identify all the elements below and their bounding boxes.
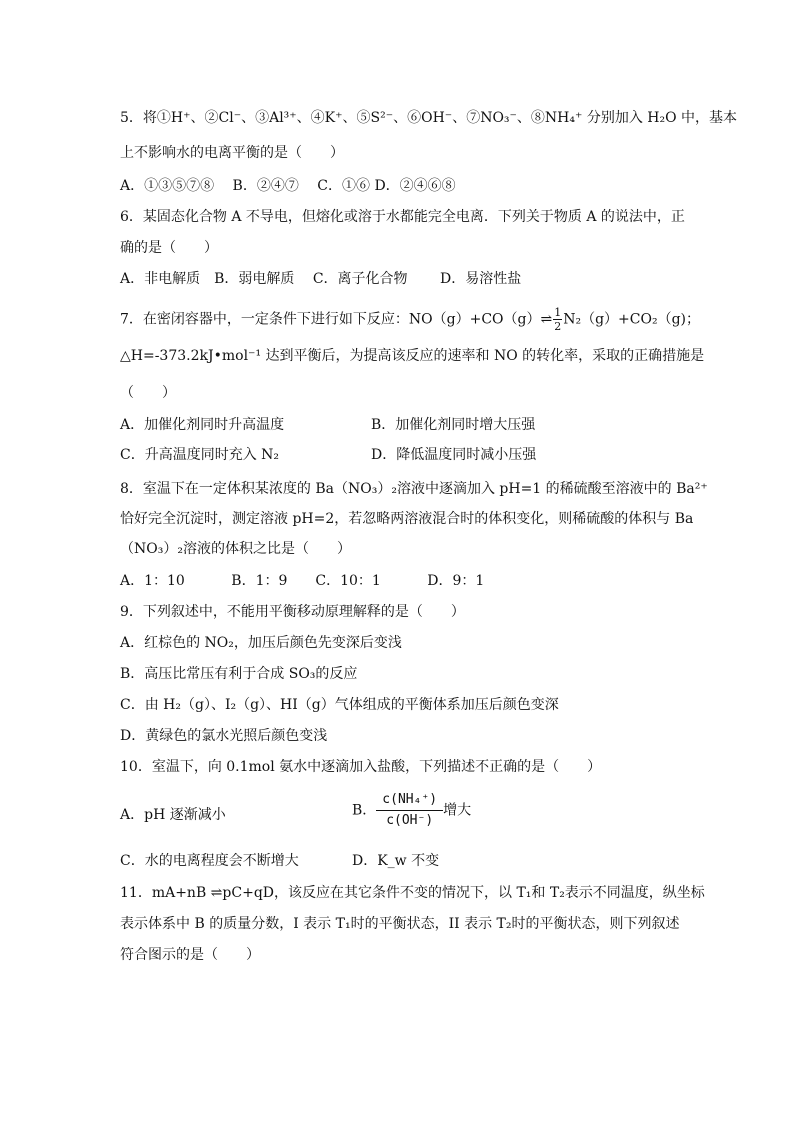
q10-option-b-numerator: c(NH₄⁺)	[376, 791, 443, 811]
q5-options: A．①③⑤⑦⑧ B．②④⑦ C．①⑥ D．②④⑥⑧	[120, 178, 456, 194]
q8-stem-line2: 恰好完全沉淀时，测定溶液 pH=2，若忽略两溶液混合时的体积变化，则稀硫酸的体积与 Ba	[120, 511, 694, 527]
q10-stem-line1: 10．室温下，向 0.1mol 氨水中逐滴加入盐酸，下列描述不正确的是（ ）	[120, 759, 602, 775]
q9-option-c: C．由 H₂（g）、I₂（g）、HI（g）气体组成的平衡体系加压后颜色变深	[120, 697, 559, 713]
q7-stem-line1	[120, 306, 700, 333]
q10-option-b-denominator: c(OH⁻)	[386, 813, 434, 828]
q7-stem-line2: △H=-373.2kJ•mol⁻¹ 达到平衡后，为提高该反应的速率和 NO 的转化率，采取的正确措施是	[120, 348, 705, 364]
q10-option-d: D．K_w 不变	[352, 853, 440, 869]
q7-fraction	[553, 306, 562, 333]
q10-option-b	[352, 791, 471, 830]
q9-stem-line1: 9．下列叙述中，不能用平衡移动原理解释的是（ ）	[120, 604, 465, 620]
q11-stem-line3: 符合图示的是（ ）	[120, 947, 260, 963]
q10-option-b-fraction	[376, 791, 443, 830]
q5-stem-line1: 5．将①H⁺、②Cl⁻、③Al³⁺、④K⁺、⑤S²⁻、⑥OH⁻、⑦NO₃⁻、⑧NH₄⁺ 分别加入 H₂O 中，基本	[120, 110, 738, 126]
q7-stem-line1-pre: 7．在密闭容器中，一定条件下进行如下反应：NO（g）+CO（g）⇌	[120, 311, 553, 328]
q11-stem-line1: 11．mA+nB ⇌pC+qD，该反应在其它条件不变的情况下，以 T₁和 T₂表示不同温度，纵坐标	[120, 885, 705, 901]
q7-option-d: D．降低温度同时减小压强	[371, 447, 537, 463]
q9-option-b: B．高压比常压有利于合成 SO₃的反应	[120, 666, 358, 682]
q8-stem-line3: （NO₃）₂溶液的体积之比是（ ）	[120, 541, 351, 557]
q6-stem-line1: 6．某固态化合物 A 不导电，但熔化或溶于水都能完全电离．下列关于物质 A 的说法中，正	[120, 209, 685, 225]
q7-option-c: C．升高温度同时充入 N₂	[120, 447, 280, 463]
q9-option-a: A．红棕色的 NO₂，加压后颜色先变深后变浅	[120, 635, 402, 651]
q7-option-b: B．加催化剂同时增大压强	[371, 417, 536, 433]
q7-stem-line3: （ ）	[120, 385, 176, 401]
q5-stem-line2: 上不影响水的电离平衡的是（ ）	[120, 145, 344, 161]
q6-options: A．非电解质 B．弱电解质 C．离子化合物 D．易溶性盐	[120, 271, 522, 287]
q11-stem-line2: 表示体系中 B 的质量分数，I 表示 T₁时的平衡状态，II 表示 T₂时的平衡状态，则下列叙述	[120, 916, 680, 932]
q7-fraction-denominator: 2	[554, 320, 562, 333]
q7-stem-line1-post: N₂（g）+CO₂（g)；	[563, 311, 700, 328]
q7-fraction-numerator: 1	[554, 306, 562, 319]
q10-option-c: C．水的电离程度会不断增大	[120, 853, 299, 869]
q6-stem-line2: 确的是（ ）	[120, 240, 218, 256]
q10-option-a: A．pH 逐渐减小	[120, 807, 226, 823]
q10-option-b-prefix: B．	[352, 802, 377, 819]
q8-stem-line1: 8．室温下在一定体积某浓度的 Ba（NO₃）₂溶液中逐滴加入 pH=1 的稀硫酸至溶液中的 Ba²⁺	[120, 481, 708, 497]
q10-option-b-suffix: 增大	[443, 802, 472, 819]
q9-option-d: D．黄绿色的氯水光照后颜色变浅	[120, 728, 328, 744]
q8-options: A．1：10 B．1：9 C．10：1 D．9：1	[120, 573, 485, 589]
q7-option-a: A．加催化剂同时升高温度	[120, 417, 285, 433]
